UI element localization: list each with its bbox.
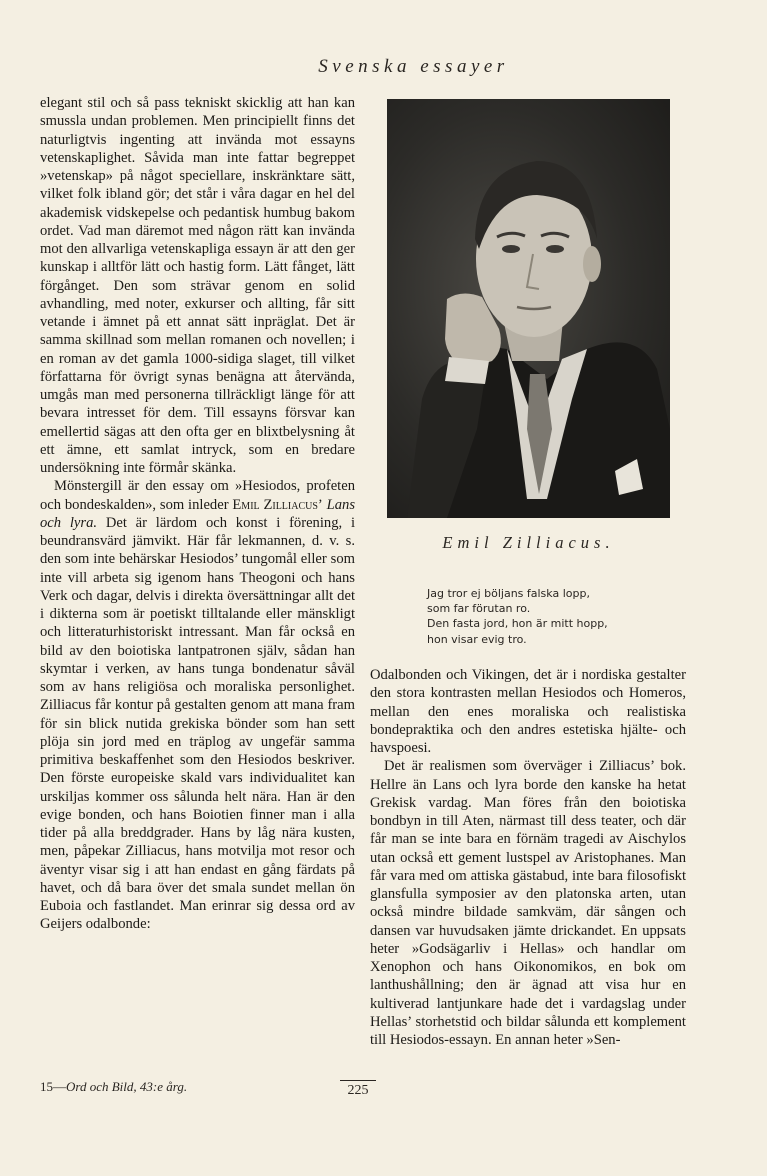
poem-line: Jag tror ej böljans falska lopp,	[427, 587, 590, 600]
signature-number: 15—	[40, 1079, 66, 1094]
portrait-photo	[387, 99, 670, 518]
photo-caption: Emil Zilliacus.	[442, 533, 615, 552]
right-column	[370, 666, 686, 1049]
footer-signature	[40, 1079, 187, 1095]
journal-name: Ord och Bild, 43:e årg.	[66, 1079, 188, 1094]
page-number: 225	[340, 1080, 376, 1099]
poem-quote	[427, 586, 687, 647]
poem-line: som far förutan ro.	[427, 602, 531, 616]
author-name: Emil Zilliacus’	[232, 496, 323, 513]
left-paragraph-1: elegant stil och så pass tekniskt skicklig att han kan smussla undan problemen. Men principiellt finns det naturligtvis ingenting att invända mot essayns vetenskaplighet. Såvida man inte fattar begreppet »vetenskap» på något speciellare, inskränktare sätt, vilket folk ibland gör; det står i våra dagar en hel del akademisk vidskepelse och pedantisk humbug bakom ordet. Vad man däremot med någon rätt kan invända mot den allvarliga vetenskapliga essayn är att den ger kunskap i alltför lätt och hastig form. Lätt fånget, lätt förgånget. Den som strävar genom en solid avhandling, med noter, exkurser och allting, får sitt vetande i ämnet på ett annat sätt inpräglat. Det är samma skillnad som mellan romanen och novellen; i en roman av det gamla 1000-sidiga slaget, till vilket författarna för övrigt synas benägna att återvända, umgås man med personerna tillräckligt länge för att bevara intresset för dem. Till essayns försvar kan emellertid sägas att den ofta ger en blixtbelysning åt ett ämne, ett samlat intryck, som en bredare undersökning inte förmår skänka.	[40, 95, 355, 476]
running-head: Svenska essayer	[318, 56, 509, 77]
right-paragraph-2: Det är realismen som överväger i Zilliacus’ bok. Hellre än Lans och lyra borde den kanske ha hetat Grekisk vardag. Man föres från den boiotiska bondbyn in till Aten, närmast till dess teater, och där får man se inte bara en förnäm tragedi av Aischylos utan också ett gement lustspel av Aristophanes. Man får vara med om attiska gästabud, inte bara filosofiskt glansfulla symposier av den platonska arten, utan också mindre bildade samkväm, där sången och dansen var huvudsaken jämte drickandet. En uppsats heter »Godsägarliv i Hellas» och handlar om Xenophon och hans Oikonomikos, en bok om lanthushållning; den är ägnad att visa hur en kultiverad lantjunkare hade det i vardagslag under Hellas’ storhetstid och bildar sålunda ett komplement till Hesiodos-essayn. En annan heter »Sen-	[370, 758, 686, 1048]
left-paragraph-2	[40, 477, 355, 933]
right-paragraph-1: Odalbonden och Vikingen, det är i nordiska gestalter den stora kontrasten mellan Hesiodos och Homeros, mellan den enes moraliska och realistiska bondepraktika och den andres estetiska hjälte- och havspoesi.	[370, 667, 686, 756]
poem-line: hon visar evig tro.	[427, 632, 527, 646]
book-title: Lans och lyra.	[40, 496, 355, 531]
portrait-illustration	[387, 99, 670, 518]
poem-line: Den fasta jord, hon är mitt hopp,	[427, 617, 608, 631]
left-column	[40, 94, 355, 934]
p2-body: Det är lärdom och konst i förening, i beundransvärd jämvikt. Här får lekmannen, d. v. s. den som inte behärskar Hesiodos’ tungomål eller som inte vill arbeta sig igenom hans Theogoni och hans Verk och dagar, delvis i direkta översättningar allt det i dikterna som är poetiskt tilltalande eller mänskligt och litteraturhistoriskt intressant. Man får också en bild av den boiotiska lantpatronen själv, sådan han skymtar i verken, av hans tunga bondenatur såväl som av hans religiösa och moraliska personlighet. Zilliacus får kontur på gestalten genom att mana fram för sin blick nutida grekiska bönder som han sett plöja sin jord med en träplog av ungefär samma primitiva beskaffenhet som den Hesiodos beskriver. Den förste europeiske skald vars individualitet kan urskiljas kommer oss sålunda helt nära. Han är den evige bonden, och hans Boiotien finner man i alla tider på alla breddgrader. Hans by låg nära kusten, men, påpekar Zilliacus, hans motvilja mot resor och äventyr visar sig i att han endast en gång färdats på havet, och då bara över det smala sundet mellan ön Euboia och fastlandet. Man erinrar sig dessa ord av Geijers odalbonde:	[40, 514, 355, 933]
p2-intro: Mönstergill är den essay om »Hesiodos, profeten och bondeskalden», som inleder	[40, 478, 355, 513]
